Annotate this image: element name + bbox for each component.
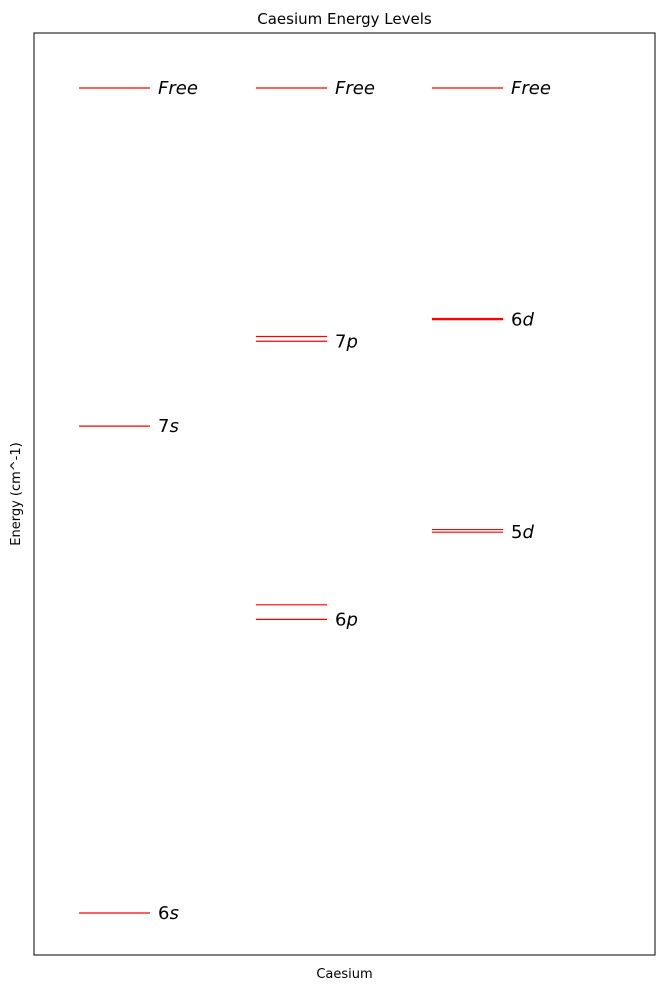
level-label-p-free bbox=[335, 78, 375, 99]
level-label-orbital: d bbox=[522, 309, 534, 331]
level-label-orbital: p bbox=[346, 331, 358, 353]
level-label-number: 5 bbox=[511, 522, 523, 544]
level-label-number: Free bbox=[158, 78, 198, 100]
level-label-s-free bbox=[158, 78, 198, 99]
level-label-d-5d bbox=[511, 522, 534, 543]
level-label-orbital: s bbox=[169, 416, 179, 438]
level-label-number: Free bbox=[511, 78, 551, 100]
plot-area bbox=[34, 33, 655, 955]
chart-title: Caesium Energy Levels bbox=[257, 10, 432, 28]
level-label-s-7s bbox=[158, 416, 179, 437]
level-label-number: 7 bbox=[158, 416, 170, 438]
level-label-p-6p bbox=[335, 609, 358, 630]
level-label-p-7p bbox=[335, 331, 358, 352]
level-label-d-6d bbox=[511, 310, 534, 331]
level-label-s-6s bbox=[158, 903, 179, 924]
level-label-orbital: p bbox=[346, 609, 358, 631]
level-label-number: 6 bbox=[335, 609, 347, 631]
level-label-number: 6 bbox=[511, 309, 523, 331]
level-label-orbital: s bbox=[169, 902, 179, 924]
x-axis-label: Caesium bbox=[316, 967, 373, 982]
level-label-number: Free bbox=[335, 78, 375, 100]
level-label-number: 7 bbox=[335, 331, 347, 353]
y-axis-label: Energy (cm^-1) bbox=[9, 442, 24, 546]
level-label-d-free bbox=[511, 78, 551, 99]
levels-layer bbox=[79, 78, 551, 924]
level-label-number: 6 bbox=[158, 902, 170, 924]
level-label-orbital: d bbox=[522, 522, 534, 544]
